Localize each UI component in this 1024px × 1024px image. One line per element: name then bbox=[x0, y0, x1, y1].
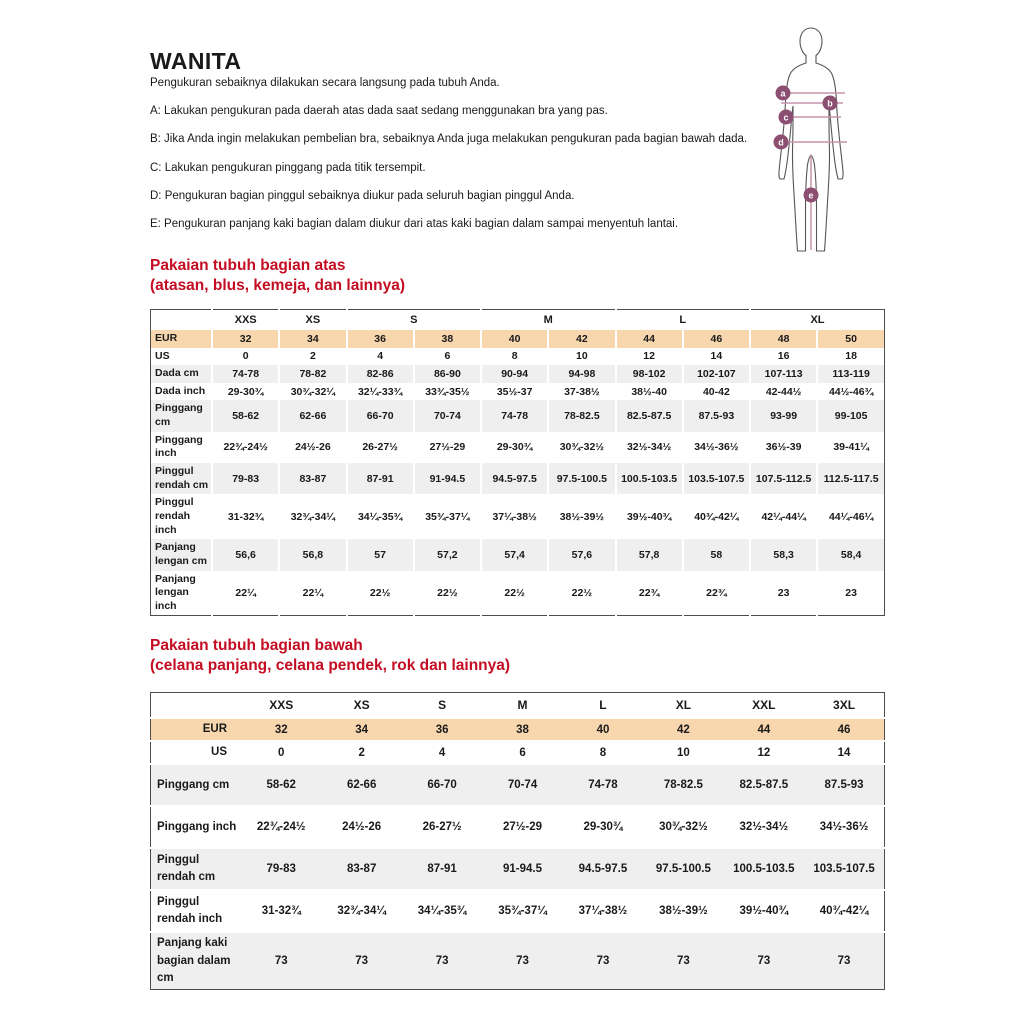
size-value-cell: 73 bbox=[643, 932, 723, 989]
size-value-cell: 31-32¾ bbox=[241, 890, 321, 932]
size-value-cell: 90-94 bbox=[481, 365, 548, 383]
row-label: Pinggul rendah inch bbox=[155, 496, 194, 536]
size-value-cell: 40 bbox=[563, 718, 643, 741]
size-value-cell: 32 bbox=[212, 330, 279, 348]
size-header-row bbox=[151, 692, 885, 718]
size-value-cell: 22¼ bbox=[279, 571, 346, 616]
size-value-cell: 12 bbox=[724, 741, 804, 764]
size-value-cell: 112.5-117.5 bbox=[817, 463, 884, 494]
size-value-cell: 32¼-33¾ bbox=[347, 383, 414, 401]
size-value-cell: 40-42 bbox=[683, 383, 750, 401]
size-value-cell: 24½-26 bbox=[279, 432, 346, 463]
size-column-header: L bbox=[616, 309, 751, 330]
size-value-cell: 34 bbox=[321, 718, 401, 741]
size-value-cell: 58,3 bbox=[750, 539, 817, 570]
table-row bbox=[151, 463, 885, 494]
size-value-cell: 74-78 bbox=[481, 400, 548, 431]
size-value-cell: 87-91 bbox=[347, 463, 414, 494]
instruction-c: C: Lakukan pengukuran pinggang pada titik tersempit. bbox=[150, 161, 426, 174]
size-value-cell: 12 bbox=[616, 348, 683, 366]
row-label: Pinggang inch bbox=[151, 806, 242, 848]
size-value-cell: 32 bbox=[241, 718, 321, 741]
table-row bbox=[151, 400, 885, 431]
table-row bbox=[151, 932, 885, 989]
size-value-cell: 2 bbox=[321, 741, 401, 764]
size-value-cell: 40¾-42¼ bbox=[683, 494, 750, 539]
size-value-cell: 22¾-24½ bbox=[241, 806, 321, 848]
table-row bbox=[151, 848, 885, 890]
size-value-cell: 86-90 bbox=[414, 365, 481, 383]
size-value-cell: 87-91 bbox=[402, 848, 482, 890]
size-value-cell: 22½ bbox=[481, 571, 548, 616]
size-value-cell: 31-32¾ bbox=[212, 494, 279, 539]
size-value-cell: 113-119 bbox=[817, 365, 884, 383]
size-value-cell: 36½-39 bbox=[750, 432, 817, 463]
size-value-cell: 36 bbox=[347, 330, 414, 348]
size-value-cell: 29-30¾ bbox=[563, 806, 643, 848]
size-value-cell: 44 bbox=[724, 718, 804, 741]
table-row bbox=[151, 539, 885, 570]
size-value-cell: 36 bbox=[402, 718, 482, 741]
size-value-cell: 40 bbox=[481, 330, 548, 348]
table-row bbox=[151, 806, 885, 848]
measurement-instructions bbox=[150, 77, 790, 246]
size-value-cell: 62-66 bbox=[279, 400, 346, 431]
size-value-cell: 46 bbox=[683, 330, 750, 348]
size-value-cell: 73 bbox=[241, 932, 321, 989]
size-value-cell: 26-27½ bbox=[402, 806, 482, 848]
size-column-header: XXS bbox=[269, 697, 294, 712]
size-value-cell: 29-30¾ bbox=[212, 383, 279, 401]
size-value-cell: 78-82.5 bbox=[643, 764, 723, 806]
instruction-e: E: Pengukuran panjang kaki bagian dalam diukur dari atas kaki bagian dalam sampai menyentuh lantai. bbox=[150, 218, 679, 231]
size-value-cell: 35¾-37¼ bbox=[482, 890, 562, 932]
instruction-a: A: Lakukan pengukuran pada daerah atas dada saat sedang menggunakan bra yang pas. bbox=[150, 105, 608, 118]
size-value-cell: 6 bbox=[414, 348, 481, 366]
size-value-cell: 26-27½ bbox=[347, 432, 414, 463]
marker-a bbox=[776, 86, 791, 101]
table-row bbox=[151, 718, 885, 741]
size-value-cell: 103.5-107.5 bbox=[804, 848, 884, 890]
size-value-cell: 57,6 bbox=[548, 539, 615, 570]
size-value-cell: 0 bbox=[241, 741, 321, 764]
size-value-cell: 18 bbox=[817, 348, 884, 366]
body-measurement-figure bbox=[763, 22, 863, 262]
size-value-cell: 78-82 bbox=[279, 365, 346, 383]
size-value-cell: 73 bbox=[804, 932, 884, 989]
size-value-cell: 107.5-112.5 bbox=[750, 463, 817, 494]
size-value-cell: 2 bbox=[279, 348, 346, 366]
marker-c-label: c bbox=[783, 112, 789, 123]
row-label: Pinggang inch bbox=[155, 433, 203, 460]
size-value-cell: 44 bbox=[616, 330, 683, 348]
size-value-cell: 70-74 bbox=[414, 400, 481, 431]
size-value-cell: 58-62 bbox=[241, 764, 321, 806]
size-value-cell: 30¾-32½ bbox=[643, 806, 723, 848]
size-value-cell: 97.5-100.5 bbox=[548, 463, 615, 494]
marker-e-label: e bbox=[808, 190, 814, 201]
size-value-cell: 27½-29 bbox=[414, 432, 481, 463]
size-value-cell: 37-38½ bbox=[548, 383, 615, 401]
table-row bbox=[151, 494, 885, 539]
size-value-cell: 37¼-38½ bbox=[481, 494, 548, 539]
size-column-header: XL bbox=[750, 309, 885, 330]
row-label: Pinggul rendah cm bbox=[151, 463, 213, 494]
table-row bbox=[151, 571, 885, 616]
size-value-cell: 42 bbox=[548, 330, 615, 348]
size-column-header: M bbox=[481, 309, 616, 330]
size-value-cell: 0 bbox=[212, 348, 279, 366]
size-value-cell: 57,4 bbox=[481, 539, 548, 570]
table-row bbox=[151, 432, 885, 463]
size-value-cell: 50 bbox=[817, 330, 884, 348]
size-value-cell: 22¾-24½ bbox=[212, 432, 279, 463]
marker-e bbox=[804, 188, 819, 203]
marker-b bbox=[823, 96, 838, 111]
size-value-cell: 38 bbox=[414, 330, 481, 348]
size-value-cell: 24½-26 bbox=[321, 806, 401, 848]
size-value-cell: 8 bbox=[563, 741, 643, 764]
row-label: Dada cm bbox=[151, 365, 213, 383]
size-value-cell: 56,8 bbox=[279, 539, 346, 570]
size-value-cell: 44½-46¾ bbox=[817, 383, 884, 401]
row-label: Pinggul rendah inch bbox=[151, 890, 242, 932]
size-value-cell: 10 bbox=[548, 348, 615, 366]
size-value-cell: 73 bbox=[563, 932, 643, 989]
size-value-cell: 22¼ bbox=[212, 571, 279, 616]
size-value-cell: 78-82.5 bbox=[548, 400, 615, 431]
size-value-cell: 14 bbox=[683, 348, 750, 366]
size-value-cell: 107-113 bbox=[750, 365, 817, 383]
marker-a-label: a bbox=[780, 88, 786, 99]
row-label: EUR bbox=[151, 718, 242, 741]
size-column-header: XXL bbox=[752, 697, 776, 712]
instruction-d: D: Pengukuran bagian pinggul sebaiknya diukur pada seluruh bagian pinggul Anda. bbox=[150, 189, 575, 202]
row-label: Dada inch bbox=[155, 384, 206, 397]
size-value-cell: 46 bbox=[804, 718, 884, 741]
size-value-cell: 8 bbox=[481, 348, 548, 366]
size-value-cell: 100.5-103.5 bbox=[616, 463, 683, 494]
row-label: Pinggang cm bbox=[151, 400, 213, 431]
size-value-cell: 79-83 bbox=[212, 463, 279, 494]
size-value-cell: 34½-36½ bbox=[804, 806, 884, 848]
size-value-cell: 22¾ bbox=[616, 571, 683, 616]
marker-c bbox=[779, 110, 794, 125]
table-row bbox=[151, 383, 885, 401]
size-value-cell: 94.5-97.5 bbox=[563, 848, 643, 890]
size-value-cell: 79-83 bbox=[241, 848, 321, 890]
size-value-cell: 29-30¾ bbox=[481, 432, 548, 463]
size-value-cell: 91-94.5 bbox=[482, 848, 562, 890]
intro-line: Pengukuran sebaiknya dilakukan secara langsung pada tubuh Anda. bbox=[150, 77, 500, 89]
size-value-cell: 62-66 bbox=[321, 764, 401, 806]
size-value-cell: 16 bbox=[750, 348, 817, 366]
size-value-cell: 93-99 bbox=[750, 400, 817, 431]
size-value-cell: 34¼-35¾ bbox=[347, 494, 414, 539]
lower-body-size-table bbox=[150, 692, 885, 990]
marker-d bbox=[774, 135, 789, 150]
size-value-cell: 32½-34½ bbox=[616, 432, 683, 463]
size-value-cell: 23 bbox=[817, 571, 884, 616]
size-value-cell: 66-70 bbox=[402, 764, 482, 806]
table-row bbox=[151, 348, 885, 366]
size-value-cell: 57,2 bbox=[414, 539, 481, 570]
size-value-cell: 99-105 bbox=[817, 400, 884, 431]
size-value-cell: 73 bbox=[724, 932, 804, 989]
row-label: Pinggang cm bbox=[151, 764, 242, 806]
size-column-header: M bbox=[517, 697, 528, 712]
size-value-cell: 34 bbox=[279, 330, 346, 348]
lower-heading-line1: Pakaian tubuh bagian bawah bbox=[150, 637, 363, 654]
size-value-cell: 94-98 bbox=[548, 365, 615, 383]
size-value-cell: 38½-39½ bbox=[643, 890, 723, 932]
size-header-row bbox=[151, 309, 885, 330]
size-value-cell: 38½-40 bbox=[616, 383, 683, 401]
size-value-cell: 32¾-34¼ bbox=[321, 890, 401, 932]
size-column-header: S bbox=[347, 309, 482, 330]
marker-d-label: d bbox=[778, 137, 784, 148]
female-silhouette-diagram bbox=[763, 22, 863, 257]
row-label: US bbox=[155, 349, 170, 362]
size-value-cell: 32½-34½ bbox=[724, 806, 804, 848]
lower-body-section-heading bbox=[150, 636, 885, 677]
size-value-cell: 39-41¼ bbox=[817, 432, 884, 463]
size-value-cell: 73 bbox=[321, 932, 401, 989]
size-value-cell: 74-78 bbox=[212, 365, 279, 383]
size-value-cell: 22½ bbox=[548, 571, 615, 616]
table-corner-cell bbox=[151, 692, 242, 718]
table-row bbox=[151, 330, 885, 348]
size-column-header: 3XL bbox=[833, 697, 856, 712]
lower-body-section bbox=[150, 636, 885, 990]
size-value-cell: 33¾-35½ bbox=[414, 383, 481, 401]
row-label: Pinggul rendah cm bbox=[151, 848, 242, 890]
row-label: US bbox=[151, 741, 242, 764]
size-value-cell: 58,4 bbox=[817, 539, 884, 570]
table-row bbox=[151, 890, 885, 932]
marker-b-label: b bbox=[827, 98, 833, 109]
size-value-cell: 4 bbox=[347, 348, 414, 366]
size-value-cell: 38½-39½ bbox=[548, 494, 615, 539]
size-value-cell: 73 bbox=[482, 932, 562, 989]
size-value-cell: 40¾-42¼ bbox=[804, 890, 884, 932]
row-label: EUR bbox=[151, 330, 213, 348]
size-value-cell: 22½ bbox=[414, 571, 481, 616]
size-value-cell: 57 bbox=[347, 539, 414, 570]
table-row bbox=[151, 764, 885, 806]
size-value-cell: 32¾-34¼ bbox=[279, 494, 346, 539]
size-value-cell: 38 bbox=[482, 718, 562, 741]
size-value-cell: 102-107 bbox=[683, 365, 750, 383]
size-value-cell: 57,8 bbox=[616, 539, 683, 570]
size-value-cell: 4 bbox=[402, 741, 482, 764]
size-value-cell: 39½-40¾ bbox=[616, 494, 683, 539]
size-value-cell: 103.5-107.5 bbox=[683, 463, 750, 494]
size-value-cell: 35¾-37¼ bbox=[414, 494, 481, 539]
size-value-cell: 42-44½ bbox=[750, 383, 817, 401]
table-corner-cell bbox=[151, 309, 213, 330]
size-column-header: L bbox=[599, 697, 607, 712]
size-column-header: XS bbox=[279, 309, 346, 330]
size-value-cell: 82.5-87.5 bbox=[724, 764, 804, 806]
size-value-cell: 87.5-93 bbox=[804, 764, 884, 806]
size-value-cell: 35½-37 bbox=[481, 383, 548, 401]
size-value-cell: 87.5-93 bbox=[683, 400, 750, 431]
size-value-cell: 22¾ bbox=[683, 571, 750, 616]
size-value-cell: 83-87 bbox=[279, 463, 346, 494]
size-value-cell: 48 bbox=[750, 330, 817, 348]
size-value-cell: 23 bbox=[750, 571, 817, 616]
instruction-b: B: Jika Anda ingin melakukan pembelian bra, sebaiknya Anda juga melakukan pengukuran pada bagian bawah dada. bbox=[150, 133, 748, 146]
size-value-cell: 82-86 bbox=[347, 365, 414, 383]
size-value-cell: 44¼-46¼ bbox=[817, 494, 884, 539]
size-column-header: S bbox=[438, 697, 447, 712]
size-value-cell: 98-102 bbox=[616, 365, 683, 383]
size-value-cell: 58 bbox=[683, 539, 750, 570]
size-value-cell: 22½ bbox=[347, 571, 414, 616]
size-column-header: XL bbox=[675, 697, 692, 712]
table-row bbox=[151, 365, 885, 383]
size-value-cell: 30¾-32¼ bbox=[279, 383, 346, 401]
size-value-cell: 42 bbox=[643, 718, 723, 741]
upper-body-size-table bbox=[150, 309, 885, 617]
size-value-cell: 82.5-87.5 bbox=[616, 400, 683, 431]
size-value-cell: 97.5-100.5 bbox=[643, 848, 723, 890]
size-column-header: XS bbox=[353, 697, 370, 712]
size-value-cell: 56,6 bbox=[212, 539, 279, 570]
size-value-cell: 74-78 bbox=[563, 764, 643, 806]
size-value-cell: 66-70 bbox=[347, 400, 414, 431]
size-value-cell: 10 bbox=[643, 741, 723, 764]
size-value-cell: 94.5-97.5 bbox=[481, 463, 548, 494]
row-label: Panjang lengan cm bbox=[151, 539, 213, 570]
size-value-cell: 91-94.5 bbox=[414, 463, 481, 494]
size-value-cell: 34¼-35¾ bbox=[402, 890, 482, 932]
upper-heading-line1: Pakaian tubuh bagian atas bbox=[150, 257, 346, 274]
size-value-cell: 39½-40¾ bbox=[724, 890, 804, 932]
row-label: Panjang lengan inch bbox=[155, 572, 196, 612]
size-value-cell: 42¼-44¼ bbox=[750, 494, 817, 539]
page-title: WANITA bbox=[150, 48, 242, 75]
size-value-cell: 30¾-32½ bbox=[548, 432, 615, 463]
row-label: Panjang kaki bagian dalam cm bbox=[151, 932, 242, 989]
table-row bbox=[151, 741, 885, 764]
size-value-cell: 73 bbox=[402, 932, 482, 989]
size-value-cell: 6 bbox=[482, 741, 562, 764]
upper-heading-line2: (atasan, blus, kemeja, dan lainnya) bbox=[150, 277, 405, 295]
size-value-cell: 34½-36½ bbox=[683, 432, 750, 463]
lower-heading-line2: (celana panjang, celana pendek, rok dan lainnya) bbox=[150, 657, 511, 675]
size-value-cell: 14 bbox=[804, 741, 884, 764]
size-value-cell: 58-62 bbox=[212, 400, 279, 431]
size-value-cell: 27½-29 bbox=[482, 806, 562, 848]
size-value-cell: 100.5-103.5 bbox=[724, 848, 804, 890]
size-value-cell: 70-74 bbox=[482, 764, 562, 806]
size-value-cell: 37¼-38½ bbox=[563, 890, 643, 932]
upper-body-section bbox=[150, 256, 885, 616]
size-value-cell: 83-87 bbox=[321, 848, 401, 890]
upper-body-section-heading bbox=[150, 256, 885, 297]
size-column-header: XXS bbox=[212, 309, 279, 330]
